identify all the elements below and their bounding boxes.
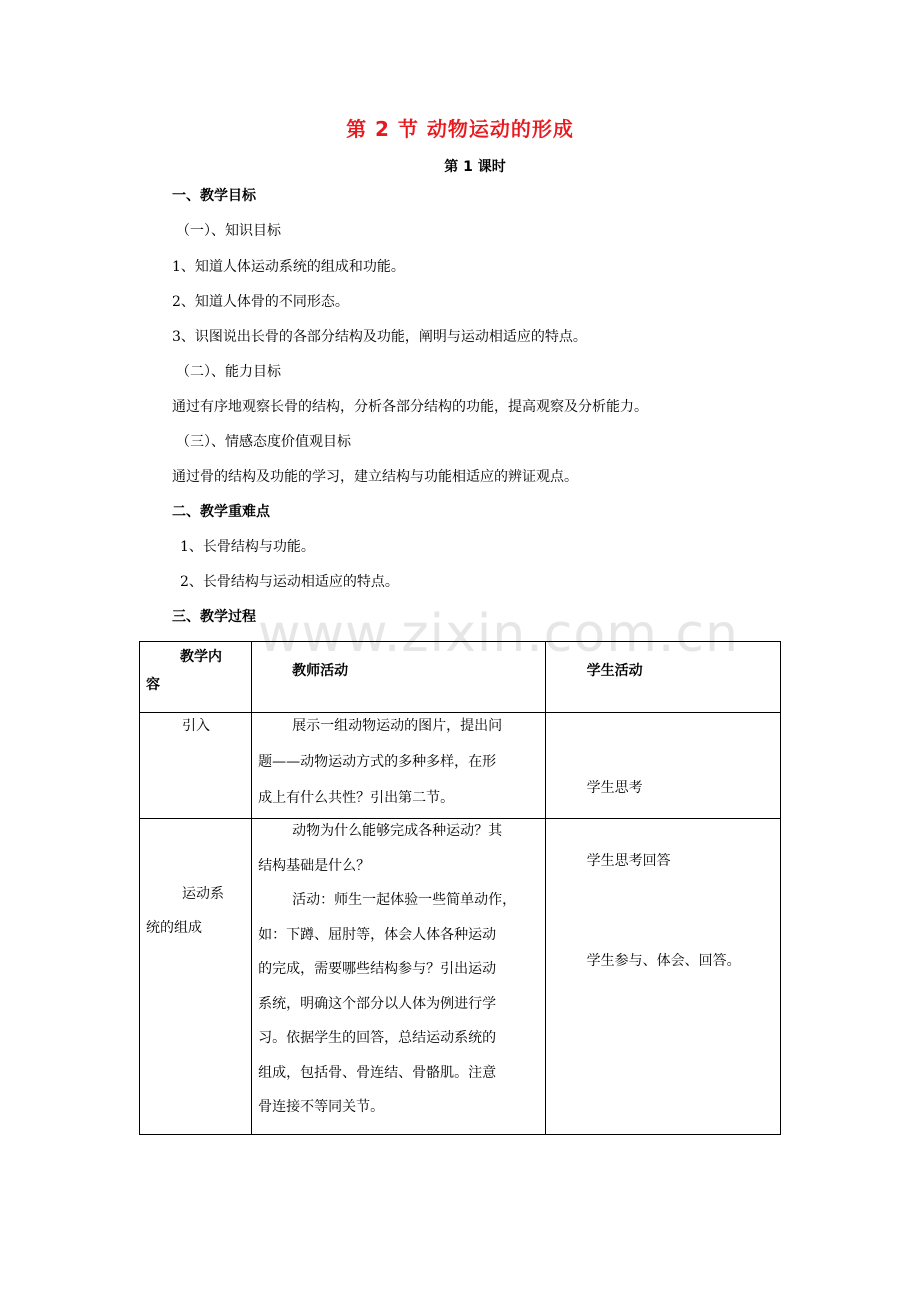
row1-student: 学生思考 <box>586 780 643 796</box>
knowledge-item-2: 2、知道人体骨的不同形态。 <box>172 294 349 310</box>
row1-teacher-line1: 展示一组动物运动的图片，提出问 <box>292 718 503 734</box>
row1-content: 引入 <box>182 718 210 734</box>
ability-goal-text: 通过有序地观察长骨的结构，分析各部分结构的功能，提高观察及分析能力。 <box>172 399 648 415</box>
row1-teacher-cell <box>252 713 545 819</box>
header-student-cell <box>545 642 780 713</box>
knowledge-goal-heading: （一）、知识目标 <box>176 223 281 239</box>
section2-heading: 二、教学重难点 <box>172 504 270 520</box>
header-content-cell <box>140 642 252 713</box>
watermark: www.zixin.com.cn <box>258 604 739 664</box>
header-student: 学生活动 <box>586 663 643 679</box>
key-point-1: 1、长骨结构与功能。 <box>180 539 315 555</box>
table-header-row <box>140 642 781 713</box>
knowledge-item-1: 1、知道人体运动系统的组成和功能。 <box>172 259 405 275</box>
page-subtitle: 第 1 课时 <box>444 159 506 175</box>
row2-content-cell <box>140 819 252 1135</box>
header-content-line2: 容 <box>146 677 160 693</box>
row2-teacher-line7: 习。依据学生的回答，总结运动系统的 <box>258 1030 497 1046</box>
section3-heading: 三、教学过程 <box>172 609 256 625</box>
row2-student-cell <box>545 819 780 1135</box>
row2-content-line2: 统的组成 <box>146 920 202 936</box>
row2-teacher-line8: 组成，包括骨、骨连结、骨骼肌。注意 <box>258 1064 497 1081</box>
key-point-2: 2、长骨结构与运动相适应的特点。 <box>180 574 399 590</box>
row2-content-line1: 运动系 <box>182 886 224 902</box>
row2-teacher-line6: 系统，明确这个部分以人体为例进行学 <box>258 995 497 1012</box>
header-content-line1: 教学内 <box>180 649 222 665</box>
page-title: 第 2 节 动物运动的形成 <box>346 117 574 141</box>
table-row <box>140 819 781 1135</box>
emotion-goal-heading: （三）、情感态度价值观目标 <box>176 434 351 450</box>
row2-teacher-line4: 如：下蹲、屈肘等，体会人体各种运动 <box>258 926 497 943</box>
knowledge-item-3: 3、识图说出长骨的各部分结构及功能，阐明与运动相适应的特点。 <box>172 329 587 345</box>
emotion-goal-text: 通过骨的结构及功能的学习，建立结构与功能相适应的辨证观点。 <box>172 469 578 485</box>
row2-teacher-line1: 动物为什么能够完成各种运动？其 <box>292 823 503 839</box>
table-row <box>140 713 781 819</box>
ability-goal-heading: （二）、能力目标 <box>176 364 281 380</box>
row2-teacher-line5: 的完成，需要哪些结构参与？引出运动 <box>258 961 497 977</box>
header-teacher-cell <box>252 642 545 713</box>
lesson-process-table <box>139 641 781 1135</box>
row1-student-cell <box>545 713 780 819</box>
row2-teacher-line3: 活动：师生一起体验一些简单动作， <box>292 892 517 908</box>
row2-teacher-cell <box>252 819 545 1135</box>
header-teacher: 教师活动 <box>292 663 349 679</box>
row2-student-line1: 学生思考回答 <box>586 853 671 869</box>
row2-teacher-line9: 骨连接不等同关节。 <box>258 1099 385 1115</box>
row1-content-cell <box>140 713 252 819</box>
row1-teacher-line2: 题——动物运动方式的多种多样，在形 <box>258 754 497 770</box>
row2-teacher-line2: 结构基础是什么？ <box>258 857 371 874</box>
row2-student-line2: 学生参与、体会、回答。 <box>586 953 741 969</box>
section1-heading: 一、教学目标 <box>172 188 256 204</box>
row1-teacher-line3: 成上有什么共性？引出第二节。 <box>258 790 455 806</box>
